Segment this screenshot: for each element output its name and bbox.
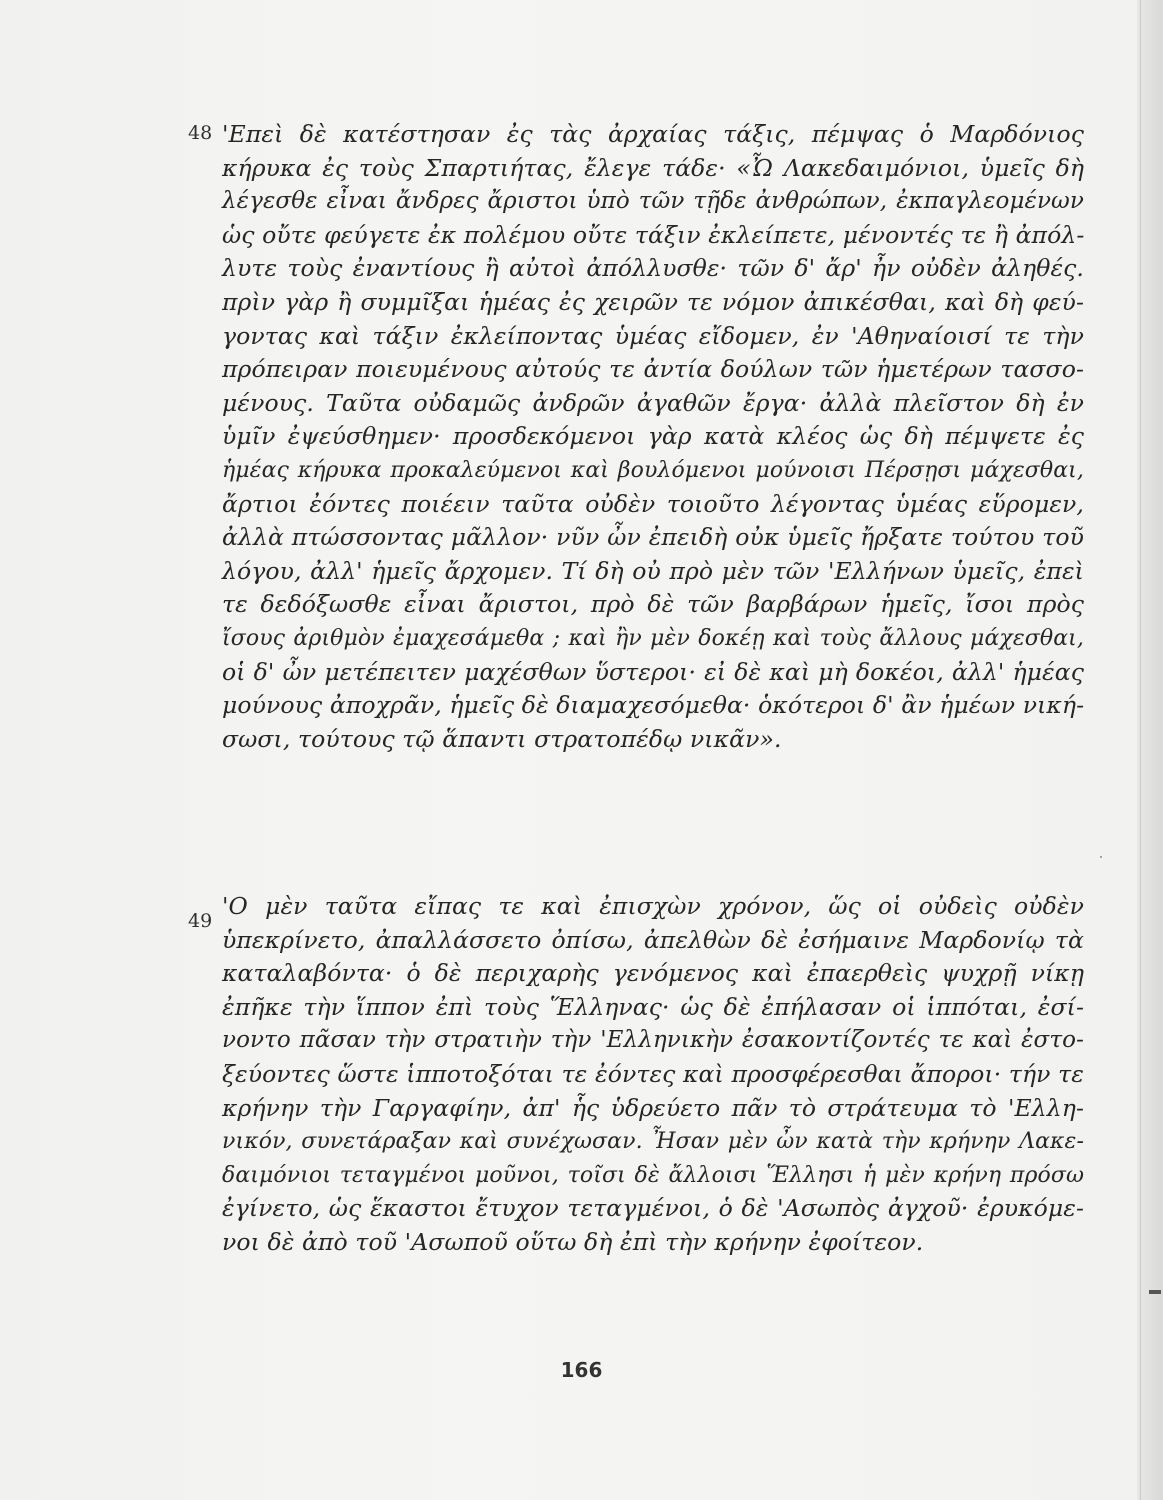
section-48-text (222, 118, 1084, 756)
text-line: νικόν, συνετάραξαν καὶ συνέχωσαν. Ἦσαν μὲν ὦν κατὰ τὴν κρήνην Λακε- (222, 1129, 1084, 1155)
text-line: ξεύοντες ὥστε ἱπποτοξόται τε ἐόντες καὶ προσφέρεσθαι ἄποροι· τήν τε (222, 1059, 1084, 1088)
text-line: ἐγίνετο, ὡς ἕκαστοι ἔτυχον τεταγμένοι, ὁ δὲ 'Ασωπὸς ἀγχοῦ· ἐρυκόμε- (222, 1194, 1084, 1223)
text-line: οἱ δ' ὦν μετέπειτεν μαχέσθων ὕστεροι· εἰ δὲ καὶ μὴ δοκέοι, ἀλλ' ἡμέας (222, 657, 1084, 686)
text-line: νοι δὲ ἀπὸ τοῦ 'Ασωποῦ οὕτω δὴ ἐπὶ τὴν κρήνην ἐφοίτεον. (222, 1227, 924, 1256)
edge-mark (1149, 1290, 1161, 1294)
text-line: λόγου, ἀλλ' ἡμεῖς ἄρχομεν. Τί δὴ οὐ πρὸ μὲν τῶν 'Ελλήνων ὑμεῖς, ἐπεὶ (222, 556, 1084, 585)
text-line: σωσι, τούτους τῷ ἅπαντι στρατοπέδῳ νικᾶν». (222, 724, 782, 753)
text-line: ὑπεκρίνετο, ἀπαλλάσσετο ὀπίσω, ἀπελθὼν δὲ ἐσήμαινε Μαρδονίῳ τὰ (222, 925, 1084, 954)
text-line: καταλαβόντα· ὁ δὲ περιχαρὴς γενόμενος καὶ ἐπαερθεὶς ψυχρῇ νίκῃ (222, 959, 1084, 988)
text-line: κρήνην τὴν Γαργαφίην, ἀπ' ἧς ὑδρεύετο πᾶν τὸ στράτευμα τὸ 'Ελλη- (222, 1093, 1084, 1122)
text-line: ὑμῖν ἐψεύσθημεν· προσδεκόμενοι γὰρ κατὰ κλέος ὡς δὴ πέμψετε ἐς (222, 422, 1084, 451)
text-line: μούνους ἀποχρᾶν, ἡμεῖς δὲ διαμαχεσόμεθα· ὁκότεροι δ' ἂν ἡμέων νική- (222, 691, 1085, 720)
text-line: κήρυκα ἐς τοὺς Σπαρτιήτας, ἔλεγε τάδε· «Ὦ Λακεδαιμόνιοι, ὑμεῖς δὴ (222, 153, 1084, 182)
text-line: ἀλλὰ πτώσσοντας μᾶλλον· νῦν ὦν ἐπειδὴ οὐκ ὑμεῖς ἤρξατε τούτου τοῦ (222, 523, 1084, 552)
text-line: πρόπειραν ποιευμένους αὐτούς τε ἀντία δούλων τῶν ἡμετέρων τασσο- (222, 355, 1084, 384)
text-line: 'Επεὶ δὲ κατέστησαν ἐς τὰς ἀρχαίας τάξις, πέμψας ὁ Μαρδόνιος (222, 120, 1084, 148)
text-line: ἐπῆκε τὴν ἵππον ἐπὶ τοὺς Ἕλληνας· ὡς δὲ ἐπήλασαν οἱ ἱππόται, ἐσί- (222, 992, 1084, 1021)
scan-speck (1100, 856, 1102, 858)
text-line: λέγεσθε εἶναι ἄνδρες ἄριστοι ὑπὸ τῶν τῇδε ἀνθρώπων, ἐκπαγλεομένων (222, 188, 1084, 215)
text-line: δαιμόνιοι τεταγμένοι μοῦνοι, τοῖσι δὲ ἄλλοισι Ἕλλησι ἡ μὲν κρήνη πρόσω (222, 1162, 1084, 1188)
text-line: ἄρτιοι ἐόντες ποιέειν ταῦτα οὐδὲν τοιοῦτο λέγοντας ὑμέας εὕρομεν, (222, 489, 1084, 518)
section-49-text (222, 890, 1084, 1260)
text-line: μένους. Ταῦτα οὐδαμῶς ἀνδρῶν ἀγαθῶν ἔργα· ἀλλὰ πλεῖστον δὴ ἐν (222, 388, 1084, 417)
text-line: λυτε τοὺς ἐναντίους ἢ αὐτοὶ ἀπόλλυσθε· τῶν δ' ἄρ' ἦν οὐδὲν ἀληθές. (222, 254, 1084, 283)
text-line: 'Ο μὲν ταῦτα εἴπας τε καὶ ἐπισχὼν χρόνον, ὥς οἱ οὐδεὶς οὐδὲν (222, 892, 1084, 920)
text-line: ἴσους ἀριθμὸν ἐμαχεσάμεθα ; καὶ ἢν μὲν δοκέῃ καὶ τοὺς ἄλλους μάχεσθαι, (222, 625, 1084, 651)
section-number-49: 49 (188, 910, 213, 932)
text-line: ὡς οὔτε φεύγετε ἐκ πολέμου οὔτε τάξιν ἐκλείπετε, μένοντές τε ἢ ἀπόλ- (222, 220, 1085, 249)
text-line: ἡμέας κήρυκα προκαλεύμενοι καὶ βουλόμενοι μούνοισι Πέρσῃσι μάχεσθαι, (222, 457, 1084, 483)
text-line: τε δεδόξωσθε εἶναι ἄριστοι, πρὸ δὲ τῶν βαρβάρων ἡμεῖς, ἴσοι πρὸς (222, 590, 1084, 619)
text-line: πρὶν γὰρ ἢ συμμῖξαι ἡμέας ἐς χειρῶν τε νόμον ἀπικέσθαι, καὶ δὴ φεύ- (222, 287, 1084, 316)
text-line: γοντας καὶ τάξιν ἐκλείποντας ὑμέας εἴδομεν, ἐν 'Αθηναίοισί τε τὴν (222, 321, 1084, 350)
page-number: 166 (560, 1358, 603, 1382)
text-line: νοντο πᾶσαν τὴν στρατιὴν τὴν 'Ελληνικὴν ἐσακοντίζοντές τε καὶ ἐστο- (222, 1027, 1084, 1054)
section-number-48: 48 (188, 122, 213, 144)
page-edge-line (1140, 0, 1141, 1500)
